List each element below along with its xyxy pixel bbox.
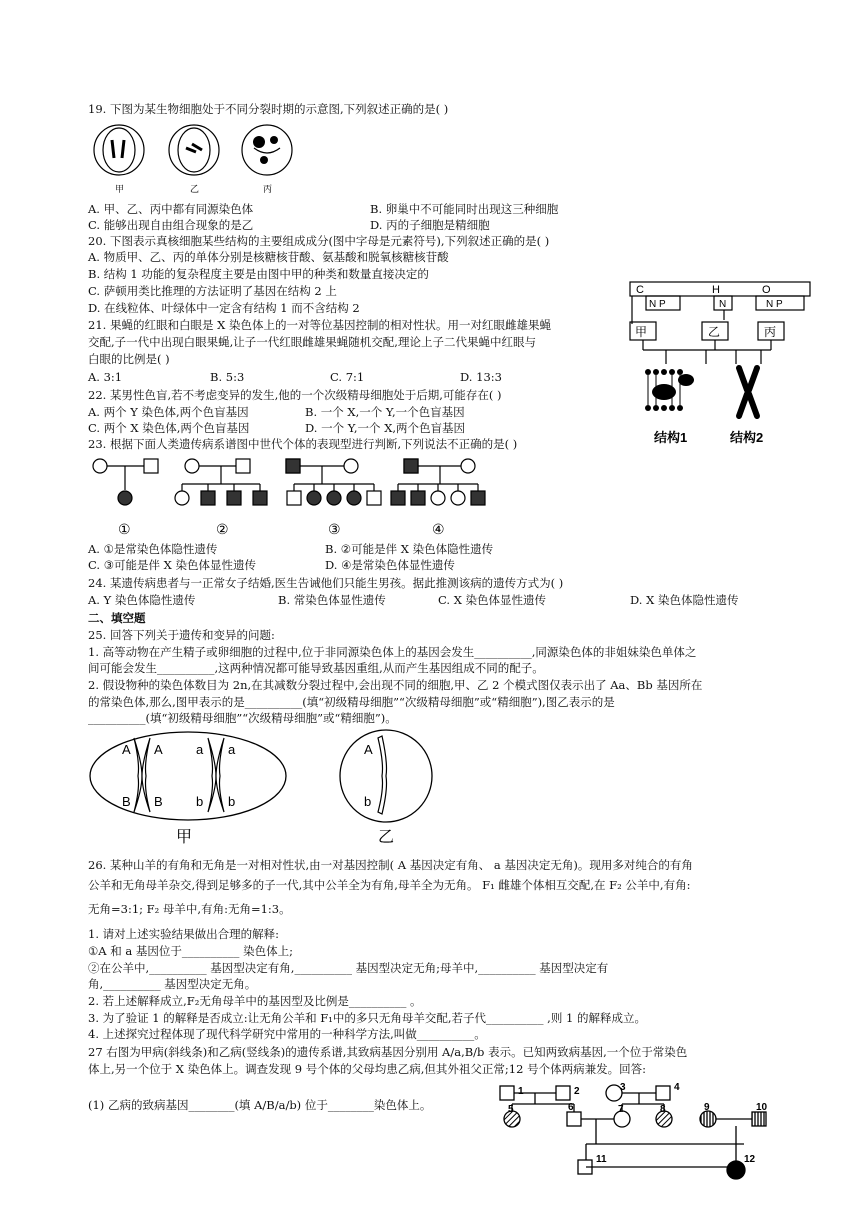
fig-label: 甲 xyxy=(176,829,193,846)
option: B. 卵巢中不可能同时出现这三种细胞 xyxy=(370,202,559,216)
option: A. Y 染色体隐性遗传 xyxy=(88,593,196,607)
q26-line: 4. 上述探究过程体现了现代科学研究中常用的一种科学方法,叫做__________。 xyxy=(88,1027,486,1041)
option: D. X 染色体隐性遗传 xyxy=(630,593,739,607)
gene-label: a xyxy=(228,742,236,757)
gene-label: A xyxy=(122,742,131,757)
pedigree-number: 4 xyxy=(674,1082,680,1093)
q26-line: 3. 为了验证 1 的解释是否成立:让无角公羊和 F₁中的多只无角母羊交配,若子代__________ ,则 1 的解释成立。 xyxy=(88,1011,646,1025)
pedigree-label: ② xyxy=(216,521,229,537)
diagram-substance: 甲 xyxy=(635,325,648,339)
q19-cell-label: 甲 xyxy=(115,184,125,194)
q26-line: 无角=3:1; F₂ 母羊中,有角:无角=1:3。 xyxy=(88,902,291,916)
q25-line: 25. 回答下列关于遗传和变异的问题: xyxy=(88,628,275,642)
pedigree-number: 10 xyxy=(756,1102,768,1113)
pedigree-number: 5 xyxy=(508,1104,514,1115)
q20-structure-diagram xyxy=(626,280,816,448)
q20-line: C. 萨顿用类比推理的方法证明了基因在结构 2 上 xyxy=(88,284,337,298)
pedigree-number: 3 xyxy=(620,1082,626,1093)
q19-cell-label: 丙 xyxy=(263,184,273,194)
gene-label: a xyxy=(196,742,204,757)
q23-stem: 23. 根据下面人类遗传病系谱图中世代个体的表现型进行判断,下列说法不正确的是( ) xyxy=(88,437,518,451)
gene-label: b xyxy=(364,794,372,809)
option: C. 能够出现自由组合现象的是乙 xyxy=(88,218,254,232)
q23-pedigrees xyxy=(86,454,506,538)
diagram-substance: 乙 xyxy=(708,325,721,339)
gene-label: A xyxy=(364,742,373,757)
q26-line: 角,__________ 基因型决定无角。 xyxy=(88,977,257,991)
pedigree-number: 12 xyxy=(744,1154,756,1165)
q26-line: 公羊和无角母羊杂交,得到足够多的子一代,其中公羊全为有角,母羊全为无角。 F₁ 雌雄个体相互交配,在 F₂ 公羊中,有角: xyxy=(88,878,691,892)
fig-label: 乙 xyxy=(378,829,395,846)
q25-line: 间可能会发生__________,这两种情况都可能导致基因重组,从而产生基因组成不同的配子。 xyxy=(88,661,544,675)
option: D. 丙的子细胞是精细胞 xyxy=(370,218,490,232)
q22-stem: 22. 某男性色盲,若不考虑变异的发生,他的一个次级精母细胞处于后期,可能存在( ) xyxy=(88,388,502,402)
diagram-box: N P xyxy=(649,299,666,310)
q25-line: __________(填“初级精母细胞”“次级精母细胞”或“精细胞”)。 xyxy=(88,711,397,725)
diagram-substance: 丙 xyxy=(764,325,777,339)
option: C. 两个 X 染色体,两个色盲基因 xyxy=(88,421,250,435)
option: D. 13:3 xyxy=(460,370,502,384)
structure-label: 结构1 xyxy=(654,430,688,445)
q26-line: ②在公羊中,__________ 基因型决定有角,__________ 基因型决定无角;母羊中,__________ 基因型决定有 xyxy=(88,961,609,975)
q26-line: 26. 某种山羊的有角和无角是一对相对性状,由一对基因控制( A 基因决定有角、 a 基因决定无角)。现用多对纯合的有角 xyxy=(88,858,693,872)
diagram-box: N xyxy=(719,299,727,310)
option: A. 3:1 xyxy=(88,370,123,384)
option: D. ④是常染色体显性遗传 xyxy=(325,558,455,572)
diagram-element: H xyxy=(712,284,720,296)
q26-line: 1. 请对上述实验结果做出合理的解释: xyxy=(88,927,280,941)
q20-line: D. 在线粒体、叶绿体中一定含有结构 1 而不含结构 2 xyxy=(88,301,360,315)
q19-cell-figure xyxy=(84,118,314,198)
diagram-element: O xyxy=(762,284,771,296)
option: B. ②可能是伴 X 染色体隐性遗传 xyxy=(325,542,494,556)
q19-cell-label: 乙 xyxy=(190,184,200,194)
q26-line: ①A 和 a 基因位于__________ 染色体上; xyxy=(88,944,293,958)
pedigree-label: ① xyxy=(118,521,131,537)
option: D. 一个 Y,一个 X,两个色盲基因 xyxy=(305,421,466,435)
pedigree-number: 2 xyxy=(574,1086,580,1097)
gene-label: b xyxy=(228,794,236,809)
option: B. 一个 X,一个 Y,一个色盲基因 xyxy=(305,405,465,419)
q21-line: 交配,子一代中出现白眼果蝇,让子一代红眼雌雄果蝇随机交配,理论上子二代果蝇中红眼与 xyxy=(88,335,536,349)
pedigree-number: 6 xyxy=(568,1102,574,1113)
gene-label: A xyxy=(154,742,163,757)
gene-label: b xyxy=(196,794,204,809)
q26-line: 2. 若上述解释成立,F₂无角母羊中的基因型及比例是__________ 。 xyxy=(88,994,422,1008)
q25-line: 2. 假设物种的染色体数目为 2n,在其减数分裂过程中,会出现不同的细胞,甲、乙 2 个模式图仅表示出了 Aa、Bb 基因所在 xyxy=(88,678,703,692)
option: C. 7:1 xyxy=(330,370,365,384)
option: A. ①是常染色体隐性遗传 xyxy=(88,542,218,556)
pedigree-number: 9 xyxy=(704,1102,710,1113)
q21-line: 白眼的比例是( ) xyxy=(88,352,170,366)
q25-line: 的常染色体,那么,图甲表示的是__________(填“初级精母细胞”“次级精母细胞”或“精细胞”),图乙表示的是 xyxy=(88,695,615,709)
q27-pedigree xyxy=(496,1082,786,1182)
diagram-element: C xyxy=(636,284,644,296)
q27-line: 体上,另一个位于 X 染色体上。调查发现 9 号个体的父母均患乙病,但其外祖父正常;12 号个体两病兼发。回答: xyxy=(88,1062,646,1076)
pedigree-number: 7 xyxy=(618,1104,624,1115)
q20-line: B. 结构 1 功能的复杂程度主要是由图中甲的种类和数量直接决定的 xyxy=(88,267,429,281)
q21-line: 21. 果蝇的红眼和白眼是 X 染色体上的一对等位基因控制的相对性状。用一对红眼雌雄果蝇 xyxy=(88,318,551,332)
pedigree-number: 1 xyxy=(518,1086,524,1097)
q20-line: A. 物质甲、乙、丙的单体分别是核糖核苷酸、氨基酸和脱氧核糖核苷酸 xyxy=(88,250,449,264)
pedigree-label: ③ xyxy=(328,521,341,537)
pedigree-number: 11 xyxy=(596,1154,607,1165)
diagram-box: N P xyxy=(766,299,783,310)
pedigree-label: ④ xyxy=(432,521,445,537)
option: B. 5:3 xyxy=(210,370,245,384)
option: B. 常染色体显性遗传 xyxy=(278,593,386,607)
option: A. 两个 Y 染色体,两个色盲基因 xyxy=(88,405,249,419)
section-title: 二、填空题 xyxy=(88,611,146,625)
q25-line: 1. 高等动物在产生精子或卵细胞的过程中,位于非同源染色体上的基因会发生__________,同源染色体的非姐妹染色单体之 xyxy=(88,645,697,659)
q27-line: 27 右图为甲病(斜线条)和乙病(竖线条)的遗传系谱,其致病基因分别用 A/a,B/b 表示。已知两致病基因,一个位于常染色 xyxy=(88,1045,688,1059)
q19-stem: 19. 下图为某生物细胞处于不同分裂时期的示意图,下列叙述正确的是( ) xyxy=(88,102,449,116)
q20-stem: 20. 下图表示真核细胞某些结构的主要组成成分(图中字母是元素符号),下列叙述正确的是( ) xyxy=(88,234,550,248)
option: A. 甲、乙、丙中都有同源染色体 xyxy=(88,202,254,216)
q27-sub1: (1) 乙病的致病基因________(填 A/B/a/b) 位于________染色体上。 xyxy=(88,1098,432,1112)
structure-label: 结构2 xyxy=(730,430,764,445)
pedigree-number: 8 xyxy=(660,1104,666,1115)
option: C. X 染色体显性遗传 xyxy=(438,593,547,607)
q25-cell-figure xyxy=(88,728,448,848)
gene-label: B xyxy=(122,794,131,809)
gene-label: B xyxy=(154,794,163,809)
option: C. ③可能是伴 X 染色体显性遗传 xyxy=(88,558,257,572)
q24-stem: 24. 某遗传病患者与一正常女子结婚,医生告诫他们只能生男孩。据此推测该病的遗传方式为( ) xyxy=(88,576,564,590)
